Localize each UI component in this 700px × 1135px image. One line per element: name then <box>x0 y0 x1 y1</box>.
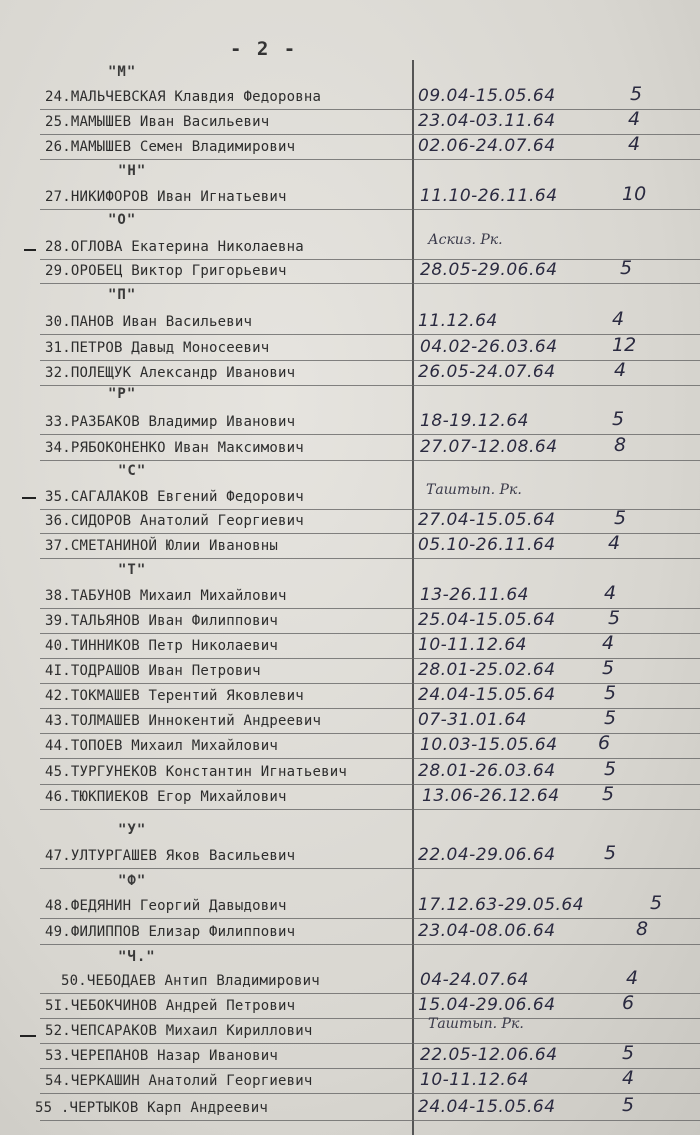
row-dates: 10.03-15.05.64 <box>420 735 558 755</box>
row-rule <box>40 1093 700 1094</box>
row-dates: 02.06-24.07.64 <box>418 136 556 156</box>
section-letter-s: "С" <box>118 463 147 479</box>
row-dates: 17.12.63-29.05.64 <box>418 895 585 915</box>
row-dates: 28.05-29.06.64 <box>420 260 558 280</box>
row-rule <box>40 1043 700 1044</box>
row-dates: 04.02-26.03.64 <box>420 337 558 357</box>
row-rule <box>40 1018 700 1019</box>
section-letter-t: "Т" <box>118 562 147 578</box>
row-count: 5 <box>604 842 617 864</box>
row-count: 4 <box>604 582 617 604</box>
section-letter-f: "Ф" <box>118 873 147 889</box>
row-count: 5 <box>622 1042 635 1064</box>
row-name: 30.ПАНОВ Иван Васильевич <box>45 314 253 330</box>
row-count: 4 <box>612 308 625 330</box>
row-name: 37.СМЕТАНИНОЙ Юлии Ивановны <box>45 538 278 554</box>
section-letter-u: "У" <box>118 822 147 838</box>
row-count: 4 <box>614 359 627 381</box>
row-name: 29.ОРОБЕЦ Виктор Григорьевич <box>45 263 287 279</box>
page-number: - 2 - <box>230 38 298 60</box>
row-name: 35.САГАЛАКОВ Евгений Федорович <box>45 489 304 505</box>
section-letter-ch: "Ч." <box>118 949 156 965</box>
row-dates: 05.10-26.11.64 <box>418 535 556 555</box>
row-dates: 28.01-26.03.64 <box>418 761 556 781</box>
row-name: 4I.ТОДРАШОВ Иван Петрович <box>45 663 261 679</box>
row-name: 38.ТАБУНОВ Михаил Михайлович <box>45 588 287 604</box>
row-dates: 25.04-15.05.64 <box>418 610 556 630</box>
margin-mark <box>22 497 36 499</box>
row-count: 5 <box>604 682 617 704</box>
row-name: 32.ПОЛЕЩУК Александр Иванович <box>45 365 296 381</box>
row-name: 47.УЛТУРГАШЕВ Яков Васильевич <box>45 848 296 864</box>
row-rule <box>40 360 700 361</box>
row-dates: 04-24.07.64 <box>420 970 529 990</box>
row-count: 5 <box>602 783 615 805</box>
row-name: 42.ТОКМАШЕВ Терентий Яковлевич <box>45 688 304 704</box>
row-count: 8 <box>636 918 649 940</box>
row-count: 5 <box>612 408 625 430</box>
row-rule <box>40 633 700 634</box>
row-count: 5 <box>604 707 617 729</box>
row-name: 24.МАЛЬЧЕВСКАЯ Клавдия Федоровна <box>45 89 322 105</box>
row-dates: 23.04-03.11.64 <box>418 111 556 131</box>
row-rule <box>40 159 700 160</box>
row-count: 4 <box>628 108 641 130</box>
column-divider <box>412 60 414 1135</box>
section-letter-p: "П" <box>108 287 137 303</box>
row-dates: 13-26.11.64 <box>420 585 529 605</box>
row-rule <box>40 784 700 785</box>
row-count: 5 <box>604 758 617 780</box>
row-dates: 07-31.01.64 <box>418 710 527 730</box>
row-count: 4 <box>628 133 641 155</box>
row-name: 55 .ЧЕРТЫКОВ Карп Андреевич <box>35 1100 268 1116</box>
section-letter-r: "Р" <box>108 386 137 402</box>
row-rule <box>40 209 700 210</box>
row-rule <box>40 868 700 869</box>
row-name: 34.РЯБОКОНЕНКО Иван Максимович <box>45 440 304 456</box>
row-rule <box>40 533 700 534</box>
row-rule <box>40 509 700 510</box>
row-count: 5 <box>620 257 633 279</box>
row-dates: 24.04-15.05.64 <box>418 1097 556 1117</box>
row-name: 43.ТОЛМАШЕВ Иннокентий Андреевич <box>45 713 322 729</box>
row-rule <box>40 283 700 284</box>
row-count: 5 <box>622 1094 635 1116</box>
row-count: 6 <box>622 992 635 1014</box>
row-dates: 22.04-29.06.64 <box>418 845 556 865</box>
row-name: 48.ФЕДЯНИН Георгий Давыдович <box>45 898 287 914</box>
row-name: 28.ОГЛОВА Екатерина Николаевна <box>45 239 304 255</box>
row-rule <box>40 758 700 759</box>
section-letter-o: "О" <box>108 212 137 228</box>
row-dates: 11.12.64 <box>418 311 498 331</box>
row-note: Таштып. Рк. <box>426 482 522 498</box>
row-rule <box>40 134 700 135</box>
row-note: Таштып. Рк. <box>428 1016 524 1032</box>
row-count: 5 <box>602 657 615 679</box>
row-count: 6 <box>598 732 611 754</box>
row-name: 27.НИКИФОРОВ Иван Игнатьевич <box>45 189 287 205</box>
row-name: 39.ТАЛЬЯНОВ Иван Филиппович <box>45 613 278 629</box>
row-rule <box>40 993 700 994</box>
row-name: 36.СИДОРОВ Анатолий Георгиевич <box>45 513 304 529</box>
section-letter-m: "М" <box>108 64 137 80</box>
row-count: 5 <box>614 507 627 529</box>
row-rule <box>40 658 700 659</box>
row-rule <box>40 918 700 919</box>
row-rule <box>40 683 700 684</box>
row-dates: 10-11.12.64 <box>418 635 527 655</box>
row-name: 40.ТИННИКОВ Петр Николаевич <box>45 638 278 654</box>
row-rule <box>40 708 700 709</box>
row-rule <box>40 1068 700 1069</box>
row-count: 4 <box>622 1067 635 1089</box>
row-dates: 23.04-08.06.64 <box>418 921 556 941</box>
row-rule <box>40 385 700 386</box>
row-name: 49.ФИЛИППОВ Елизар Филиппович <box>45 924 296 940</box>
row-count: 5 <box>608 607 621 629</box>
row-dates: 18-19.12.64 <box>420 411 529 431</box>
row-rule <box>40 334 700 335</box>
row-dates: 22.05-12.06.64 <box>420 1045 558 1065</box>
row-rule <box>40 608 700 609</box>
row-rule <box>40 109 700 110</box>
row-rule <box>40 1120 700 1121</box>
margin-mark <box>20 1035 36 1037</box>
row-name: 50.ЧЕБОДАЕВ Антип Владимирович <box>61 973 320 989</box>
row-count: 4 <box>608 532 621 554</box>
row-rule <box>40 944 700 945</box>
row-dates: 13.06-26.12.64 <box>422 786 560 806</box>
row-dates: 24.04-15.05.64 <box>418 685 556 705</box>
row-rule <box>40 460 700 461</box>
row-dates: 11.10-26.11.64 <box>420 186 558 206</box>
row-dates: 27.04-15.05.64 <box>418 510 556 530</box>
row-name: 26.МАМЫШЕВ Семен Владимирович <box>45 139 296 155</box>
row-name: 52.ЧЕПСАРАКОВ Михаил Кириллович <box>45 1023 313 1039</box>
row-dates: 27.07-12.08.64 <box>420 437 558 457</box>
row-dates: 28.01-25.02.64 <box>418 660 556 680</box>
row-name: 25.МАМЫШЕВ Иван Васильевич <box>45 114 270 130</box>
row-name: 5I.ЧЕБОКЧИНОВ Андрей Петрович <box>45 998 296 1014</box>
row-name: 33.РАЗБАКОВ Владимир Иванович <box>45 414 296 430</box>
row-name: 53.ЧЕРЕПАНОВ Назар Иванович <box>45 1048 278 1064</box>
row-dates: 26.05-24.07.64 <box>418 362 556 382</box>
row-dates: 10-11.12.64 <box>420 1070 529 1090</box>
row-count: 5 <box>630 83 643 105</box>
row-count: 5 <box>650 892 663 914</box>
margin-mark <box>24 249 36 251</box>
row-name: 31.ПЕТРОВ Давыд Моносеевич <box>45 340 270 356</box>
row-count: 8 <box>614 434 627 456</box>
row-rule <box>40 434 700 435</box>
row-count: 10 <box>622 183 647 205</box>
section-letter-n: "Н" <box>118 163 147 179</box>
row-count: 4 <box>602 632 615 654</box>
row-rule <box>40 259 700 260</box>
row-note: Аскиз. Рк. <box>428 232 503 248</box>
row-rule <box>40 558 700 559</box>
row-name: 45.ТУРГУНЕКОВ Константин Игнатьевич <box>45 764 348 780</box>
row-name: 54.ЧЕРКАШИН Анатолий Георгиевич <box>45 1073 313 1089</box>
row-dates: 15.04-29.06.64 <box>418 995 556 1015</box>
row-name: 44.ТОПОЕВ Михаил Михайлович <box>45 738 278 754</box>
row-rule <box>40 809 700 810</box>
row-dates: 09.04-15.05.64 <box>418 86 556 106</box>
row-count: 12 <box>612 334 637 356</box>
row-count: 4 <box>626 967 639 989</box>
row-name: 46.ТЮКПИЕКОВ Егор Михайлович <box>45 789 287 805</box>
